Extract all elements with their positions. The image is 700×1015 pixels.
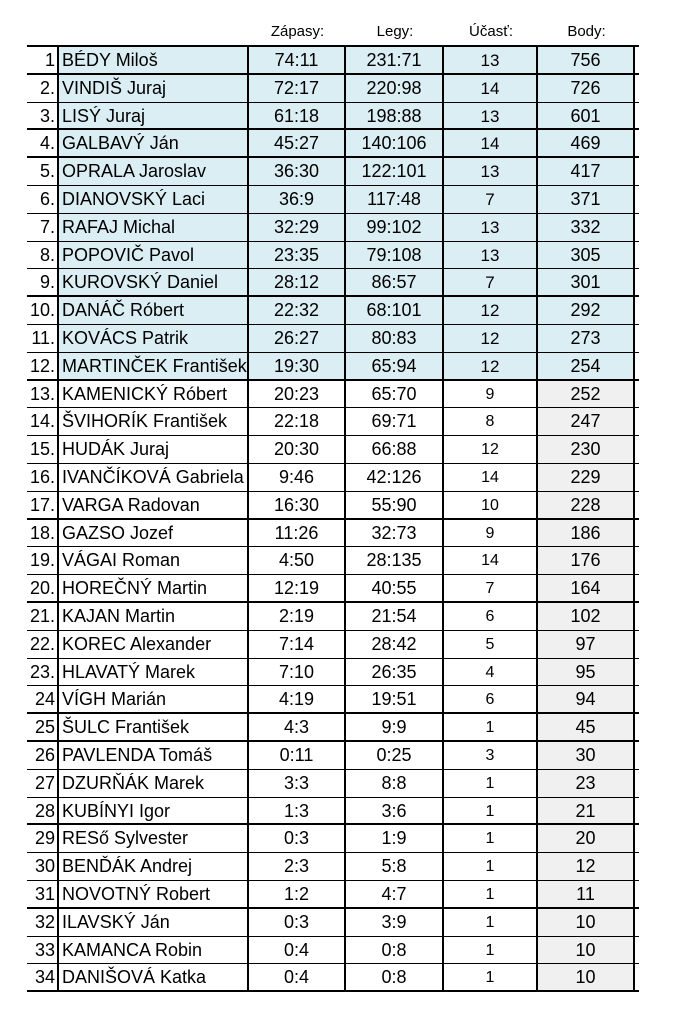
player-name-cell: KOREC Alexander (57, 631, 249, 658)
legy-cell: 28:135 (346, 547, 444, 574)
rank-cell: 8. (39, 244, 55, 265)
zapasy-cell: 1:3 (249, 798, 346, 824)
rank-cell: 7. (39, 216, 55, 237)
body-cell: 10 (538, 909, 635, 936)
ucast-cell: 13 (444, 158, 538, 185)
rank-cell: 25 (34, 717, 55, 738)
legy-cell: 117:48 (346, 186, 444, 213)
player-name-cell: BÉDY Miloš (57, 47, 249, 73)
legy-cell: 86:57 (346, 269, 444, 295)
body-cell: 469 (538, 130, 635, 156)
zapasy-cell: 22:32 (249, 297, 346, 324)
legy-cell: 8:8 (346, 770, 444, 797)
ucast-cell: 6 (444, 603, 538, 630)
table-row (27, 881, 639, 909)
legy-cell: 80:83 (346, 325, 444, 352)
zapasy-cell: 7:14 (249, 631, 346, 658)
rank-cell: 19. (29, 550, 55, 571)
ucast-cell: 1 (444, 825, 538, 852)
body-cell: 332 (538, 214, 635, 241)
legy-cell: 55:90 (346, 492, 444, 518)
table-row (27, 130, 639, 158)
header-ucast: Účasť: (469, 23, 513, 40)
zapasy-cell: 20:23 (249, 381, 346, 408)
table-row (27, 853, 639, 881)
zapasy-cell: 74:11 (249, 47, 346, 73)
body-cell: 254 (538, 353, 635, 379)
player-name-cell: VARGA Radovan (57, 492, 249, 518)
table-row (27, 242, 639, 270)
ucast-cell: 13 (444, 242, 538, 269)
legy-cell: 3:9 (346, 909, 444, 936)
zapasy-cell: 36:9 (249, 186, 346, 213)
player-name-cell: KAMANCA Robin (57, 937, 249, 964)
rank-cell: 23. (29, 661, 55, 682)
table-row (27, 408, 639, 436)
legy-cell: 198:88 (346, 103, 444, 129)
ucast-cell: 6 (444, 686, 538, 712)
table-row (27, 269, 639, 297)
table-row (27, 937, 639, 965)
ucast-cell: 1 (444, 964, 538, 990)
zapasy-cell: 72:17 (249, 75, 346, 102)
zapasy-cell: 4:50 (249, 547, 346, 574)
player-name-cell: HOREČNÝ Martin (57, 575, 249, 601)
player-name-cell: BENĎÁK Andrej (57, 853, 249, 880)
zapasy-cell: 4:3 (249, 714, 346, 740)
player-name-cell: KAJAN Martin (57, 603, 249, 630)
body-cell: 186 (538, 520, 635, 547)
player-name-cell: IVANČÍKOVÁ Gabriela (57, 464, 249, 491)
player-name-cell: NOVOTNÝ Robert (57, 881, 249, 907)
zapasy-cell: 0:3 (249, 909, 346, 936)
legy-cell: 19:51 (346, 686, 444, 712)
legy-cell: 68:101 (346, 297, 444, 324)
ucast-cell: 14 (444, 130, 538, 156)
rank-cell: 3. (39, 105, 55, 126)
ucast-cell: 12 (444, 297, 538, 324)
player-name-cell: DANÁČ Róbert (57, 297, 249, 324)
player-name-cell: OPRALA Jaroslav (57, 158, 249, 185)
rank-cell: 27 (34, 772, 55, 793)
table-row (27, 492, 639, 520)
zapasy-cell: 22:18 (249, 408, 346, 435)
player-name-cell: ŠULC František (57, 714, 249, 740)
ucast-cell: 14 (444, 75, 538, 102)
table-row (27, 631, 639, 659)
ucast-cell: 1 (444, 714, 538, 740)
ucast-cell: 1 (444, 881, 538, 907)
ucast-cell: 12 (444, 325, 538, 352)
body-cell: 10 (538, 964, 635, 990)
body-cell: 273 (538, 325, 635, 352)
body-cell: 12 (538, 853, 635, 880)
zapasy-cell: 0:4 (249, 937, 346, 964)
zapasy-cell: 23:35 (249, 242, 346, 269)
rank-cell: 5. (39, 161, 55, 182)
header-legy: Legy: (376, 23, 414, 40)
rank-cell: 28 (34, 800, 55, 821)
legy-cell: 69:71 (346, 408, 444, 435)
ucast-cell: 7 (444, 186, 538, 213)
table-row (27, 770, 639, 798)
ucast-cell: 12 (444, 436, 538, 463)
body-cell: 229 (538, 464, 635, 491)
player-name-cell: DANIŠOVÁ Katka (57, 964, 249, 990)
zapasy-cell: 32:29 (249, 214, 346, 241)
player-name-cell: PAVLENDA Tomáš (57, 742, 249, 769)
table-row (27, 659, 639, 687)
body-cell: 247 (538, 408, 635, 435)
zapasy-cell: 12:19 (249, 575, 346, 601)
player-name-cell: VÍGH Marián (57, 686, 249, 712)
player-name-cell: HLAVATÝ Marek (57, 659, 249, 686)
player-name-cell: DIANOVSKÝ Laci (57, 186, 249, 213)
player-name-cell: KUBÍNYI Igor (57, 798, 249, 824)
rank-cell: 22. (29, 633, 55, 654)
table-row (27, 714, 639, 742)
table-row (27, 214, 639, 242)
table-row (27, 75, 639, 103)
body-cell: 292 (538, 297, 635, 324)
rank-cell: 21. (29, 605, 55, 626)
table-row (27, 686, 639, 714)
body-cell: 252 (538, 381, 635, 408)
ucast-cell: 12 (444, 353, 538, 379)
rank-cell: 13. (29, 383, 55, 404)
zapasy-cell: 11:26 (249, 520, 346, 547)
ucast-cell: 10 (444, 492, 538, 518)
player-name-cell: RAFAJ Michal (57, 214, 249, 241)
zapasy-cell: 9:46 (249, 464, 346, 491)
ucast-cell: 1 (444, 770, 538, 797)
player-name-cell: LISÝ Juraj (57, 103, 249, 129)
ucast-cell: 8 (444, 408, 538, 435)
zapasy-cell: 36:30 (249, 158, 346, 185)
legy-cell: 140:106 (346, 130, 444, 156)
ucast-cell: 9 (444, 520, 538, 547)
legy-cell: 42:126 (346, 464, 444, 491)
legy-cell: 65:94 (346, 353, 444, 379)
legy-cell: 1:9 (346, 825, 444, 852)
rank-cell: 32 (34, 911, 55, 932)
rank-cell: 1 (44, 50, 55, 70)
rank-cell: 20. (29, 578, 55, 599)
ucast-cell: 13 (444, 103, 538, 129)
header-row (27, 18, 639, 45)
body-cell: 94 (538, 686, 635, 712)
player-name-cell: ILAVSKÝ Ján (57, 909, 249, 936)
zapasy-cell: 0:4 (249, 964, 346, 990)
zapasy-cell: 20:30 (249, 436, 346, 463)
player-name-cell: GAZSO Jozef (57, 520, 249, 547)
zapasy-cell: 2:19 (249, 603, 346, 630)
table-row (27, 547, 639, 575)
zapasy-cell: 4:19 (249, 686, 346, 712)
table-row (27, 158, 639, 186)
zapasy-cell: 28:12 (249, 269, 346, 295)
table-row (27, 464, 639, 492)
body-cell: 726 (538, 75, 635, 102)
ucast-cell: 13 (444, 214, 538, 241)
table-row (27, 909, 639, 937)
legy-cell: 32:73 (346, 520, 444, 547)
rank-cell: 34 (34, 967, 55, 988)
zapasy-cell: 0:11 (249, 742, 346, 769)
ucast-cell: 9 (444, 381, 538, 408)
ucast-cell: 1 (444, 798, 538, 824)
rank-cell: 14. (29, 411, 55, 432)
rank-cell: 30 (34, 856, 55, 877)
table-row (27, 297, 639, 325)
legy-cell: 79:108 (346, 242, 444, 269)
zapasy-cell: 16:30 (249, 492, 346, 518)
table-row (27, 964, 639, 992)
rank-cell: 33 (34, 939, 55, 960)
legy-cell: 40:55 (346, 575, 444, 601)
rank-cell: 15. (29, 439, 55, 460)
body-cell: 164 (538, 575, 635, 601)
body-cell: 10 (538, 937, 635, 964)
legy-cell: 220:98 (346, 75, 444, 102)
legy-cell: 66:88 (346, 436, 444, 463)
ucast-cell: 13 (444, 47, 538, 73)
table-row (27, 325, 639, 353)
ucast-cell: 4 (444, 659, 538, 686)
body-cell: 601 (538, 103, 635, 129)
legy-cell: 5:8 (346, 853, 444, 880)
zapasy-cell: 19:30 (249, 353, 346, 379)
body-cell: 305 (538, 242, 635, 269)
body-cell: 20 (538, 825, 635, 852)
legy-cell: 122:101 (346, 158, 444, 185)
zapasy-cell: 0:3 (249, 825, 346, 852)
zapasy-cell: 2:3 (249, 853, 346, 880)
table-row (27, 603, 639, 631)
rank-cell: 31 (34, 883, 55, 904)
ucast-cell: 14 (444, 464, 538, 491)
rank-cell: 11. (31, 327, 55, 348)
ucast-cell: 7 (444, 575, 538, 601)
ucast-cell: 1 (444, 909, 538, 936)
body-cell: 371 (538, 186, 635, 213)
legy-cell: 65:70 (346, 381, 444, 408)
body-cell: 97 (538, 631, 635, 658)
rank-cell: 12. (29, 355, 55, 376)
rank-cell: 4. (39, 133, 55, 154)
player-name-cell: VÁGAI Roman (57, 547, 249, 574)
legy-cell: 99:102 (346, 214, 444, 241)
table-row (27, 436, 639, 464)
body-cell: 95 (538, 659, 635, 686)
legy-cell: 0:8 (346, 937, 444, 964)
body-cell: 11 (538, 881, 635, 907)
body-cell: 45 (538, 714, 635, 740)
body-cell: 756 (538, 47, 635, 73)
body-cell: 228 (538, 492, 635, 518)
rank-cell: 17. (29, 494, 55, 515)
legy-cell: 28:42 (346, 631, 444, 658)
body-cell: 230 (538, 436, 635, 463)
rank-cell: 9. (39, 272, 55, 293)
ucast-cell: 14 (444, 547, 538, 574)
rank-cell: 24 (34, 689, 55, 710)
zapasy-cell: 3:3 (249, 770, 346, 797)
legy-cell: 4:7 (346, 881, 444, 907)
table-row (27, 742, 639, 770)
zapasy-cell: 45:27 (249, 130, 346, 156)
header-zapasy: Zápasy: (270, 23, 325, 40)
table-row (27, 520, 639, 548)
zapasy-cell: 61:18 (249, 103, 346, 129)
table-row (27, 186, 639, 214)
player-name-cell: ŠVIHORÍK František (57, 408, 249, 435)
legy-cell: 3:6 (346, 798, 444, 824)
ucast-cell: 1 (444, 853, 538, 880)
rank-cell: 6. (39, 188, 55, 209)
zapasy-cell: 7:10 (249, 659, 346, 686)
body-cell: 102 (538, 603, 635, 630)
ucast-cell: 5 (444, 631, 538, 658)
legy-cell: 9:9 (346, 714, 444, 740)
player-name-cell: MARTINČEK František (57, 353, 249, 379)
legy-cell: 0:25 (346, 742, 444, 769)
rank-cell: 2. (39, 77, 55, 98)
standings-table (27, 45, 639, 992)
ucast-cell: 1 (444, 937, 538, 964)
rank-cell: 26 (34, 744, 55, 765)
legy-cell: 26:35 (346, 659, 444, 686)
table-row (27, 353, 639, 381)
table-row (27, 103, 639, 131)
table-row (27, 798, 639, 826)
player-name-cell: POPOVIČ Pavol (57, 242, 249, 269)
rank-cell: 18. (29, 522, 55, 543)
body-cell: 23 (538, 770, 635, 797)
legy-cell: 0:8 (346, 964, 444, 990)
body-cell: 417 (538, 158, 635, 185)
zapasy-cell: 1:2 (249, 881, 346, 907)
player-name-cell: GALBAVÝ Ján (57, 130, 249, 156)
table-row (27, 575, 639, 603)
ucast-cell: 3 (444, 742, 538, 769)
legy-cell: 231:71 (346, 47, 444, 73)
standings-sheet (27, 18, 639, 992)
player-name-cell: VINDIŠ Juraj (57, 75, 249, 102)
header-body: Body: (567, 23, 606, 40)
zapasy-cell: 26:27 (249, 325, 346, 352)
body-cell: 301 (538, 269, 635, 295)
table-row (27, 381, 639, 409)
player-name-cell: DZURŇÁK Marek (57, 770, 249, 797)
table-row (27, 47, 639, 75)
body-cell: 21 (538, 798, 635, 824)
body-cell: 176 (538, 547, 635, 574)
player-name-cell: RESő Sylvester (57, 825, 249, 852)
player-name-cell: HUDÁK Juraj (57, 436, 249, 463)
rank-cell: 29 (34, 828, 55, 849)
player-name-cell: KUROVSKÝ Daniel (57, 269, 249, 295)
rank-cell: 16. (29, 466, 55, 487)
legy-cell: 21:54 (346, 603, 444, 630)
body-cell: 30 (538, 742, 635, 769)
table-row (27, 825, 639, 853)
rank-cell: 10. (29, 300, 55, 321)
player-name-cell: KOVÁCS Patrik (57, 325, 249, 352)
player-name-cell: KAMENICKÝ Róbert (57, 381, 249, 408)
ucast-cell: 7 (444, 269, 538, 295)
